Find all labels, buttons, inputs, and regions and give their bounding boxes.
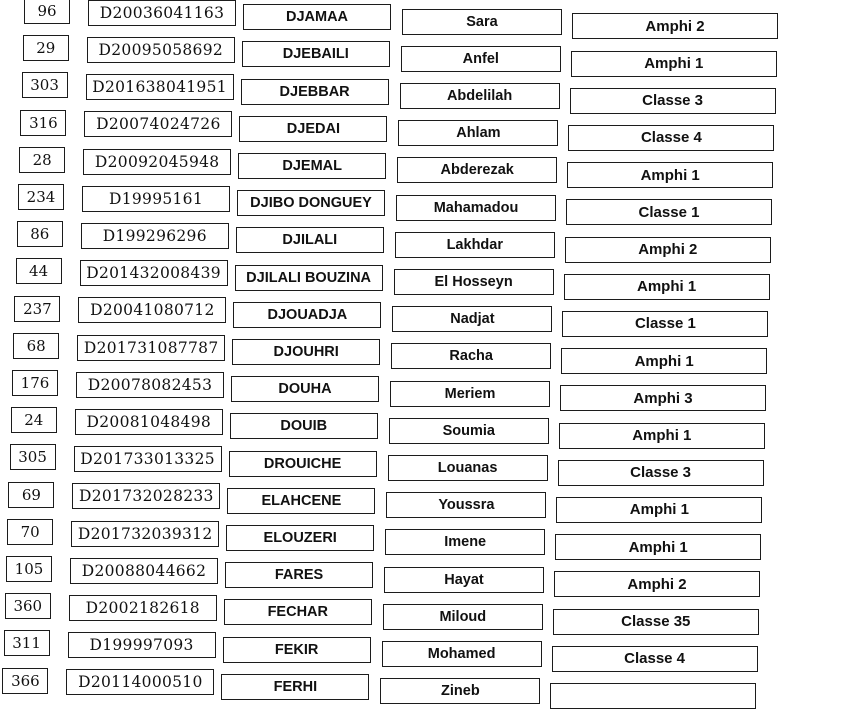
room-cell: Classe 4: [568, 125, 774, 151]
last-name-cell: DJILALI: [236, 227, 384, 253]
first-name-cell: Lakhdar: [395, 232, 555, 258]
student-id-cell: D201733013325: [74, 446, 222, 472]
last-name-cell: DJOUADJA: [233, 302, 381, 328]
room-cell: Classe 35: [553, 609, 759, 635]
room-cell: Amphi 2: [565, 237, 771, 263]
first-name-cell: Racha: [391, 343, 551, 369]
last-name-cell: DROUICHE: [229, 451, 377, 477]
table-row: [0, 630, 845, 668]
student-id-cell: D201731087787: [77, 335, 225, 361]
table-row: [0, 296, 845, 333]
room-cell: Amphi 1: [567, 162, 773, 188]
first-name-cell: Louanas: [388, 455, 548, 481]
student-id-cell: D20092045948: [83, 149, 231, 175]
seat-number-cell: 305: [10, 444, 56, 470]
seat-number-cell: 237: [14, 296, 60, 322]
room-cell: Classe 4: [552, 646, 758, 672]
first-name-cell: El Hosseyn: [394, 269, 554, 295]
first-name-cell: Soumia: [389, 418, 549, 444]
seat-number-cell: 105: [6, 556, 52, 582]
seat-number-cell: 360: [5, 593, 51, 619]
first-name-cell: Anfel: [401, 46, 561, 72]
last-name-cell: DOUHA: [231, 376, 379, 402]
table-row: [0, 110, 845, 147]
last-name-cell: DJEDAI: [239, 116, 387, 142]
table-row: [0, 668, 845, 698]
room-cell: Classe 1: [562, 311, 768, 337]
first-name-cell: Nadjat: [392, 306, 552, 332]
table-row: [0, 370, 845, 407]
seat-number-cell: 96: [24, 0, 70, 24]
table-row: [0, 221, 845, 259]
first-name-cell: Meriem: [390, 381, 550, 407]
room-cell: Amphi 1: [561, 348, 767, 374]
table-row: [0, 482, 845, 519]
room-cell: Amphi 2: [572, 13, 778, 39]
room-cell: Amphi 3: [560, 385, 766, 411]
table-row: [0, 593, 845, 631]
seat-number-cell: 86: [17, 221, 63, 247]
student-id-cell: D19995161: [82, 186, 230, 212]
table-row: [0, 556, 845, 593]
seat-number-cell: 70: [7, 519, 53, 545]
room-cell: Amphi 2: [554, 571, 760, 597]
student-id-cell: D201432008439: [80, 260, 228, 286]
table-row: [0, 72, 845, 110]
last-name-cell: FECHAR: [224, 599, 372, 625]
table-row: [0, 407, 845, 445]
student-id-cell: D20036041163: [88, 0, 236, 26]
first-name-cell: Imene: [385, 529, 545, 555]
student-id-cell: D2002182618: [69, 595, 217, 621]
last-name-cell: DOUIB: [230, 413, 378, 439]
room-cell: Amphi 1: [555, 534, 761, 560]
first-name-cell: Abderezak: [397, 157, 557, 183]
last-name-cell: DJEMAL: [238, 153, 386, 179]
seat-number-cell: 366: [2, 668, 48, 694]
table-row: [0, 0, 845, 35]
table-row: [0, 258, 845, 296]
seat-number-cell: 303: [22, 72, 68, 98]
seat-number-cell: 316: [20, 110, 66, 136]
last-name-cell: DJIBO DONGUEY: [237, 190, 385, 216]
student-id-cell: D201732039312: [71, 521, 219, 547]
table-row: [0, 147, 845, 184]
seat-number-cell: 176: [12, 370, 58, 396]
table-row: [0, 333, 845, 370]
room-cell: Amphi 1: [559, 423, 765, 449]
seat-number-cell: 28: [19, 147, 65, 173]
student-id-cell: D20074024726: [84, 111, 232, 137]
table-row: [0, 35, 845, 73]
last-name-cell: DJOUHRI: [232, 339, 380, 365]
student-id-cell: D201638041951: [86, 74, 234, 100]
first-name-cell: Mohamed: [382, 641, 542, 667]
seat-number-cell: 24: [11, 407, 57, 433]
student-id-cell: D20095058692: [87, 37, 235, 63]
last-name-cell: FARES: [225, 562, 373, 588]
room-cell: Amphi 1: [564, 274, 770, 300]
first-name-cell: Ahlam: [398, 120, 558, 146]
room-cell: Classe 3: [558, 460, 764, 486]
student-id-cell: D20114000510: [66, 669, 214, 695]
seat-number-cell: 69: [8, 482, 54, 508]
first-name-cell: Miloud: [383, 604, 543, 630]
first-name-cell: Hayat: [384, 567, 544, 593]
room-cell: [550, 683, 756, 709]
first-name-cell: Zineb: [380, 678, 540, 704]
student-id-cell: D20088044662: [70, 558, 218, 584]
student-id-cell: D20081048498: [75, 409, 223, 435]
first-name-cell: Mahamadou: [396, 195, 556, 221]
seat-number-cell: 68: [13, 333, 59, 359]
first-name-cell: Abdelilah: [400, 83, 560, 109]
student-id-cell: D20078082453: [76, 372, 224, 398]
seat-number-cell: 234: [18, 184, 64, 210]
student-id-cell: D199296296: [81, 223, 229, 249]
last-name-cell: FEKIR: [223, 637, 371, 663]
table-row: [0, 184, 845, 221]
last-name-cell: DJEBBAR: [241, 79, 389, 105]
room-cell: Classe 1: [566, 199, 772, 225]
student-id-cell: D201732028233: [72, 483, 220, 509]
last-name-cell: DJAMAA: [243, 4, 391, 30]
seat-number-cell: 311: [4, 630, 50, 656]
last-name-cell: ELOUZERI: [226, 525, 374, 551]
table-row: [0, 444, 845, 482]
first-name-cell: Youssra: [386, 492, 546, 518]
last-name-cell: FERHI: [221, 674, 369, 700]
last-name-cell: DJILALI BOUZINA: [235, 265, 383, 291]
student-id-cell: D199997093: [68, 632, 216, 658]
last-name-cell: ELAHCENE: [227, 488, 375, 514]
room-cell: Amphi 1: [571, 51, 777, 77]
student-id-cell: D20041080712: [78, 297, 226, 323]
last-name-cell: DJEBAILI: [242, 41, 390, 67]
seat-number-cell: 29: [23, 35, 69, 61]
room-cell: Classe 3: [570, 88, 776, 114]
first-name-cell: Sara: [402, 9, 562, 35]
seat-number-cell: 44: [16, 258, 62, 284]
room-cell: Amphi 1: [556, 497, 762, 523]
table-row: [0, 519, 845, 556]
